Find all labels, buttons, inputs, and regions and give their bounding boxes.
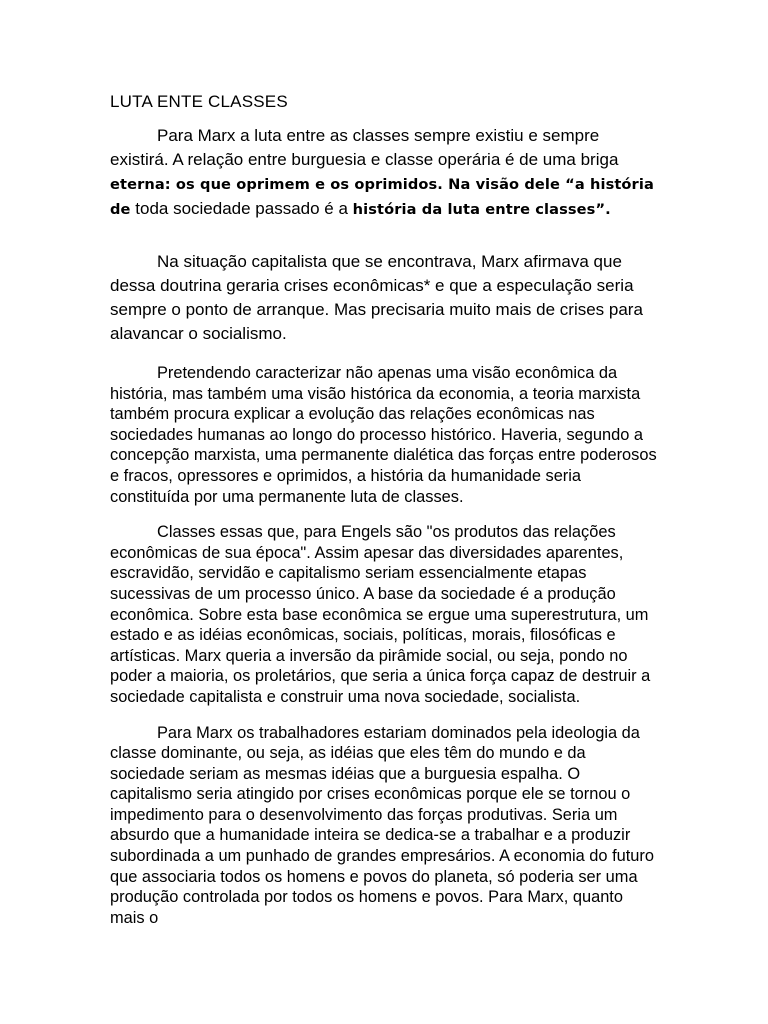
document-title: LUTA ENTE CLASSES xyxy=(110,92,288,111)
paragraph-marxist-theory: Pretendendo caracterizar não apenas uma visão econômica da história, mas também uma visão histórica da economia, a teoria marxista também procura explicar a evolução das relações econômicas nas sociedades humanas ao longo do processo histórico. Haveria, segundo a concepção marxista, uma permanente dialética das forças entre poderosos e fracos, opressores e oprimidos, a história da humanidade seria constituída por uma permanente luta de classes. xyxy=(110,364,657,506)
emphasized-text: eterna: os que oprimem e os oprimidos. Na visão dele “a história de xyxy=(110,176,654,218)
paragraph-text: toda sociedade passado é a xyxy=(130,199,353,218)
paragraph-marx-class-struggle xyxy=(110,124,660,222)
paragraph-workers-ideology: Para Marx os trabalhadores estariam dominados pela ideologia da classe dominante, ou seja, as idéias que eles têm do mundo e da sociedade seriam as mesmas idéias que a burguesia espalha. O capitalismo seria atingido por crises econômicas porque ele se tornou o impedimento para o desenvolvimento das forças produtivas. Seria um absurdo que a humanidade inteira se dedica-se a trabalhar e a produzir subordinada a um punhado de grandes empresários. A economia do futuro que associaria todos os homens e povos do planeta, só poderia ser uma produção controlada por todos os homens e povos. Para Marx, quanto mais o xyxy=(110,723,654,927)
paragraph-engels-classes: Classes essas que, para Engels são "os produtos das relações econômicas de sua época". Assim apesar das diversidades aparentes, escravidão, servidão e capitalismo seriam essencialmente etapas sucessivas de um processo único. A base da sociedade é a produção econômica. Sobre esta base econômica se ergue uma superestrutura, um estado e as idéias econômicas, sociais, políticas, morais, filosóficas e artísticas. Marx queria a inversão da pirâmide social, ou seja, pondo no poder a maioria, os proletários, que seria a única força capaz de destruir a sociedade capitalista e construir uma nova sociedade, socialista. xyxy=(110,523,651,706)
document-body xyxy=(110,90,660,943)
emphasized-text: história da luta entre classes”. xyxy=(352,201,611,218)
paragraph-text: Para Marx a luta entre as classes sempre existiu e sempre existirá. A relação entre burguesia e classe operária é de uma briga xyxy=(110,126,619,169)
paragraph-capitalist-situation: Na situação capitalista que se encontrava, Marx afirmava que dessa doutrina geraria crises econômicas* e que a especulação seria sempre o ponto de arranque. Mas precisaria muito mais de crises para alavancar o socialismo. xyxy=(110,252,643,343)
